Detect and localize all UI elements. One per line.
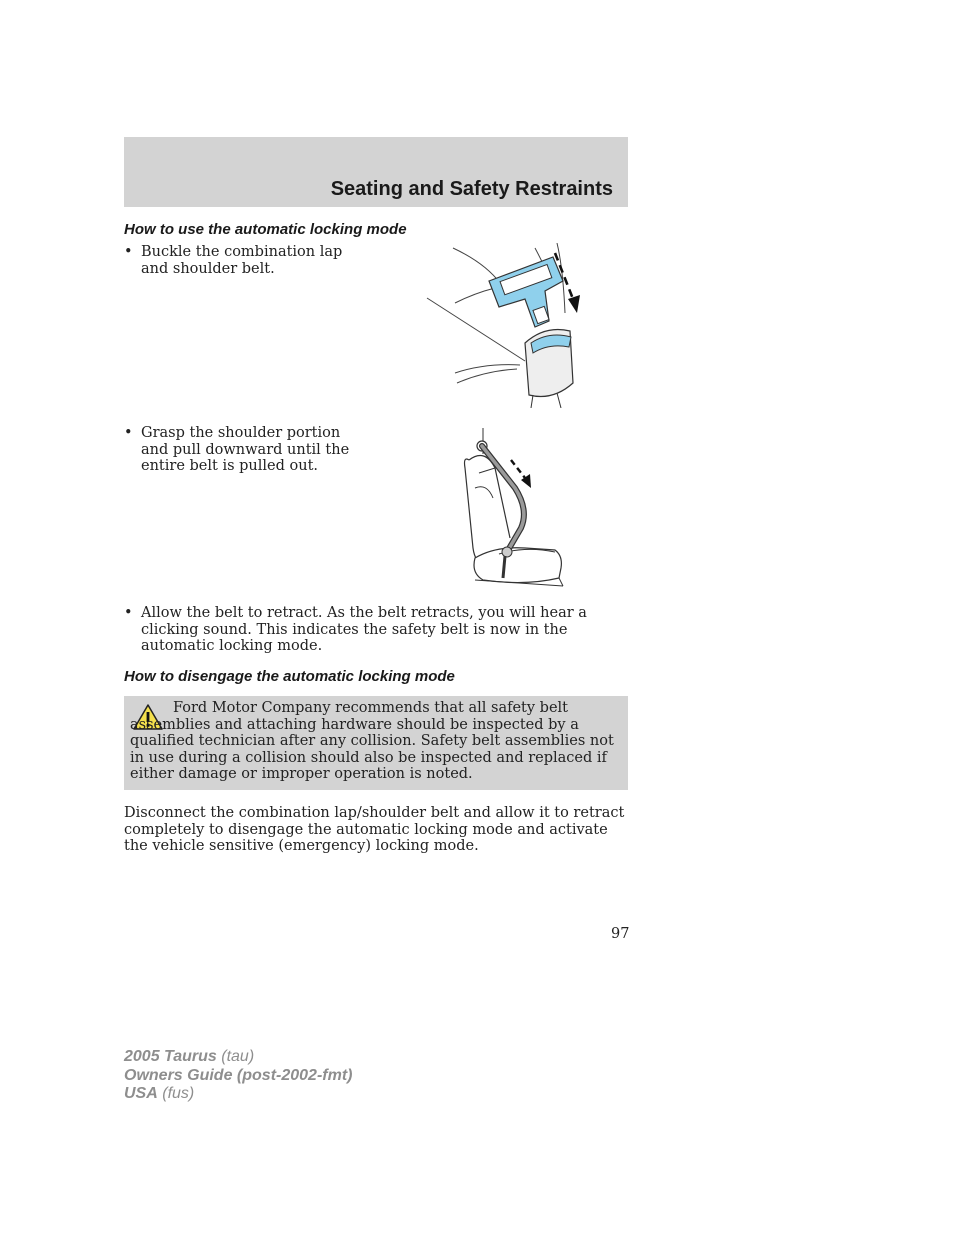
heading-use-locking-mode: How to use the automatic locking mode [124, 221, 407, 238]
footer-model-code: (tau) [221, 1048, 255, 1065]
footer-market-code: (fus) [162, 1085, 195, 1102]
warning-box [124, 696, 628, 790]
footer [124, 1048, 352, 1104]
page-number: 97 [611, 926, 630, 942]
buckle-illustration [425, 243, 585, 408]
footer-line-1 [124, 1048, 352, 1067]
seat-belt-illustration [455, 428, 570, 590]
warning-text [130, 700, 624, 783]
bullet-dot: • [124, 605, 133, 621]
warning-body: Ford Motor Company recommends that all safety belt assemblies and attaching hardware should be inspected by a qualified technician after any collision. Safety belt assemblies not in use during a collision should also be inspected and replaced if either damage or improper operation is noted. [130, 700, 614, 782]
bullet-dot: • [124, 425, 133, 441]
heading-disengage-locking-mode: How to disengage the automatic locking mode [124, 668, 455, 685]
section-header-band [124, 137, 628, 207]
bullet-text: Grasp the shoulder portion and pull downward until the entire belt is pulled out. [141, 425, 350, 474]
body-paragraph: Disconnect the combination lap/shoulder belt and allow it to retract completely to disengage the automatic locking mode and activate the vehicle sensitive (emergency) locking mode. [124, 805, 625, 854]
bullet-text: Allow the belt to retract. As the belt retracts, you will hear a clicking sound. This indicates the safety belt is now in the automatic locking mode. [141, 605, 587, 654]
footer-model: 2005 Taurus [124, 1048, 217, 1065]
section-title: Seating and Safety Restraints [330, 178, 613, 200]
footer-line-2 [124, 1067, 352, 1086]
footer-line-3 [124, 1085, 352, 1104]
footer-market: USA [124, 1085, 158, 1102]
bullet-dot: • [124, 244, 133, 260]
footer-guide: Owners Guide (post-2002-fmt) [124, 1066, 353, 1084]
bullet-text: Buckle the combination lap and shoulder belt. [141, 244, 343, 277]
